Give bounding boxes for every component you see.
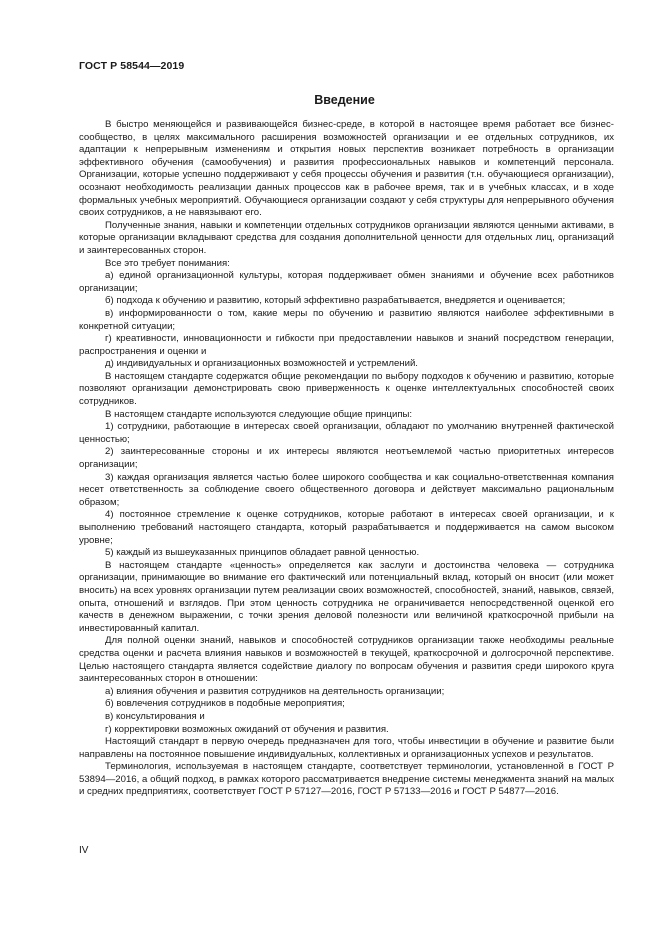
paragraph: В настоящем стандарте содержатся общие рекомендации по выбору подходов к обучению и развитию, которые позволяют организации демонстрировать свою приверженность к оценке интеллектуальных способностей своих сотрудников. (79, 370, 614, 408)
standard-code-header: ГОСТ Р 58544—2019 (79, 60, 185, 72)
list-item: 1) сотрудники, работающие в интересах своей организации, обладают по умолчанию внутренней фактической ценностью; (79, 421, 614, 445)
list-item: б) вовлечения сотрудников в подобные мероприятия; (105, 698, 345, 710)
list-item: 3) каждая организация является частью более широкого сообщества и как социально-ответственная компания несет ответственность за соблюдение своего общественного договора и действует максимально рациональным образом; (79, 471, 614, 508)
list-item: 4) постоянное стремление к оценке сотрудников, которые работают в интересах своей организации, и к выполнению требований настоящего стандарта, который разрабатывается и поддерживается на самом высоком уровне; (79, 509, 614, 546)
paragraph: Настоящий стандарт в первую очередь предназначен для того, чтобы инвестиции в обучение и развитие были направлены на постоянное повышение индивидуальных, коллективных и организационных успехов и результатов. (79, 736, 614, 760)
paragraph: В настоящем стандарте используются следующие общие принципы: (105, 408, 413, 420)
list-item: 2) заинтересованные стороны и их интересы являются неотъемлемой частью приоритетных интересов организации; (79, 446, 614, 471)
page-number: IV (79, 845, 89, 856)
body-text (79, 119, 614, 799)
list-item: д) индивидуальных и организационных возможностей и устремлений. (105, 358, 418, 370)
list-item: в) информированности о том, какие меры по обучению и развитию являются наиболее эффективными в конкретной ситуации; (79, 307, 614, 332)
list-item: г) креативности, инновационности и гибкости при предоставлении навыков и знаний посредством генерации, распространения и оценки и (79, 333, 614, 357)
list-item: а) влияния обучения и развития сотрудников на деятельность организации; (105, 685, 445, 697)
list-item: в) консультирования и (105, 710, 205, 722)
paragraph: Для полной оценки знаний, навыков и способностей сотрудников организации также необходимы реальные средства оценки и расчета влияния навыков и возможностей в текущей, краткосрочной и долгосрочной перспективе. Целью настоящего стандарта является содействие диалогу по вопросам обучения и развития среди широкого круга заинтересованных сторон в отношении: (79, 635, 614, 685)
section-title (0, 93, 661, 107)
list-item: 5) каждый из вышеуказанных принципов обладает равной ценностью. (105, 547, 420, 559)
paragraph: Терминология, используемая в настоящем стандарте, соответствует терминологии, установленной в ГОСТ Р 53894—2016, а общий подход, в рамках которого рассматривается внедрение системы менеджмента знаний на малых и средних предприятиях, соответствует ГОСТ Р 57127—2016, ГОСТ Р 57133—2016 и ГОСТ Р 54877—2016. (79, 761, 614, 798)
list-item: б) подхода к обучению и развитию, который эффективно разрабатывается, внедряется и оценивается; (105, 295, 566, 307)
paragraph: Полученные знания, навыки и компетенции отдельных сотрудников организации являются ценными активами, в которые организации вкладывают средства для создания дополнительной ценности для отдельных лиц, организаций и заинтересованных сторон. (79, 219, 614, 256)
list-item: а) единой организационной культуры, которая поддерживает обмен знаниями и обучение всех работников организации; (79, 270, 614, 294)
paragraph: В быстро меняющейся и развивающейся бизнес-среде, в которой в настоящее время работает все бизнес-сообщество, в целях максимального расширения возможностей организации и ее отдельных сотрудников, их адаптации к непрерывным изменениям и открытия новых перспектив возникает потребность в организации эффективного обучения (самообучения) и развития профессиональных навыков и компетенций персонала. Организации, которые успешно поддерживают у себя процессы обучения и развития (т.н. обучающиеся организации), осознают необходимость реализации данных процессов как в рабочее время, так и в учебных классах, и в ходе формальных учебных мероприятий. Обучающиеся организации создают у себя структуры для непрерывного обучения своих сотрудников, а не навязывают его. (79, 119, 614, 219)
list-item: г) корректировки возможных ожиданий от обучения и развития. (105, 723, 389, 735)
paragraph: Все это требует понимания: (105, 257, 230, 269)
paragraph: В настоящем стандарте «ценность» определяется как заслуги и достоинства человека — сотрудника организации, принимающие во внимание его фактический или потенциальный вклад, который он вносит (или может вносить) на всех уровнях организации путем реализации своих возможностей, способностей, знаний, навыков, связей, опыта, отношений и взглядов. При этом ценность сотрудника не ограничивается непосредственной оценкой его качеств в денежном выражении, с точки зрения деловой полезности или величиной краткосрочной прибыли на инвестированный капитал. (79, 559, 614, 634)
section-title-text: Введение (314, 93, 375, 107)
